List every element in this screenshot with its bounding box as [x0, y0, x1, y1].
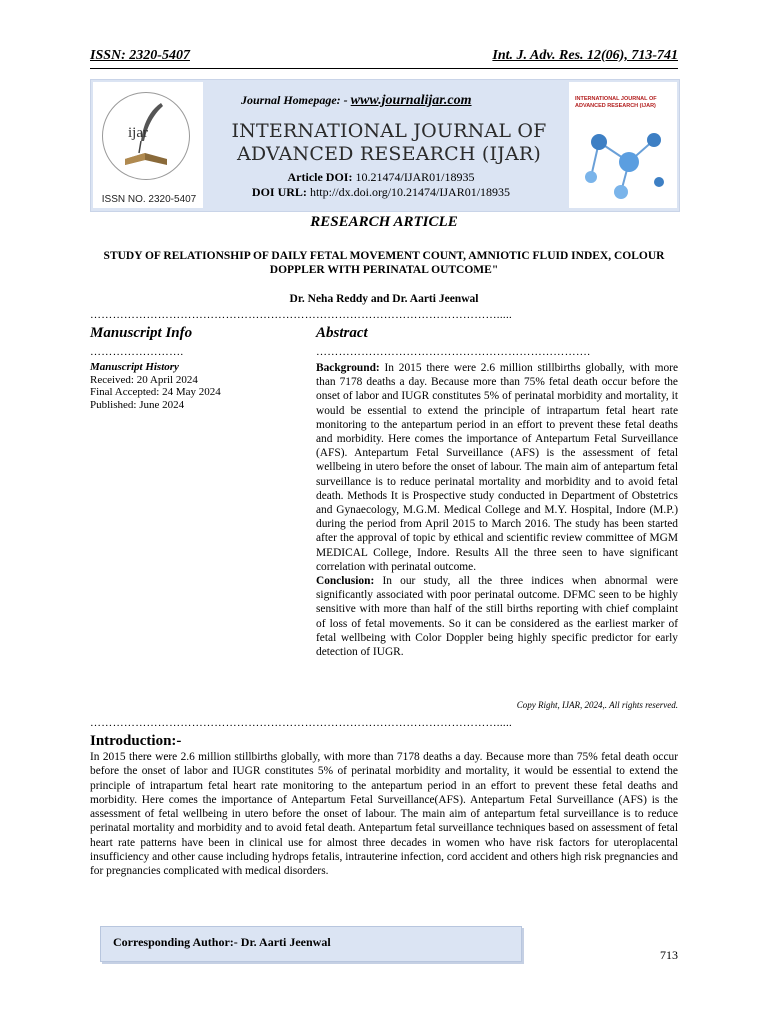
corresponding-author-box: [100, 926, 522, 962]
journal-banner: [90, 79, 680, 212]
abstract-body: [316, 361, 678, 659]
journal-title: [209, 120, 569, 166]
separator-line: ……………………………………………………………………………………………….....: [90, 309, 513, 321]
introduction-heading: Introduction:-: [90, 733, 182, 749]
doi-url-link[interactable]: http://dx.doi.org/10.21474/IJAR01/18935: [306, 185, 511, 199]
accepted-date: Final Accepted: 24 May 2024: [90, 386, 221, 398]
journal-title-line2: ADVANCED RESEARCH (IJAR): [236, 143, 542, 165]
conclusion-label: Conclusion:: [316, 575, 375, 588]
article-title: STUDY OF RELATIONSHIP OF DAILY FETAL MOVEMENT COUNT, AMNIOTIC FLUID INDEX, COLOUR DOPPLER WITH PERINATAL OUTCOME": [103, 250, 665, 276]
corresponding-author: Corresponding Author:- Dr. Aarti Jeenwal: [113, 935, 331, 949]
background-label: Background:: [316, 362, 380, 374]
doi-label: Article DOI:: [287, 170, 353, 184]
journal-homepage: [241, 93, 541, 109]
received-date: Received: 20 April 2024: [90, 373, 198, 386]
separator-line-2: ……………………………………………………………………………………………….....: [90, 717, 513, 729]
page-number: 713: [660, 948, 678, 962]
copyright-notice: Copy Right, IJAR, 2024,. All rights reserved.: [516, 700, 678, 710]
published-date: Published: June 2024: [90, 398, 185, 411]
logo-text: ijar: [128, 125, 148, 141]
article-type: RESEARCH ARTICLE: [310, 214, 458, 230]
journal-reference: Int. J. Adv. Res. 12(06), 713-741: [492, 48, 678, 63]
running-header: [90, 46, 678, 69]
homepage-link[interactable]: www.journalijar.com: [350, 93, 472, 108]
abstract-dots: ……………………………………………………………….: [316, 346, 591, 358]
journal-cover-image: [569, 82, 677, 208]
ijar-logo: [93, 82, 203, 208]
conclusion-text: In our study, all the three indices when abnormal were significantly associated with poor perinatal outcome. DFMC seen to be highly sensitive with more than half of the still births reporting with chief complaint of loss of fetal movements. So it can be considered as the earliest marker of fetal wellbeing with Color Doppler being highly specific predictor for early detection of IUGR.: [316, 575, 678, 659]
manuscript-info-heading: Manuscript Info: [90, 325, 193, 341]
homepage-label: Journal Homepage: -: [241, 93, 351, 107]
doi-value: 10.21474/IJAR01/18935: [352, 170, 475, 184]
doi-url-label: DOI URL:: [251, 185, 307, 199]
logo-emblem: [102, 92, 190, 180]
journal-title-line1: INTERNATIONAL JOURNAL OF: [231, 120, 547, 142]
background-text: In 2015 there were 2.6 million stillbirths globally, with more than 7178 deaths a day. Because more than 75% fetal death occur before the onset of labor and IUGR constitutes 5% of perinatal morbidity and mortality, it would be essential to extend the principle of intrapartum fetal heart rate monitoring to the antepartum period in an effort to prevent these fetal deaths and morbidity. Here comes the importance of Antepartum Fetal Surveillance (AFS). Antepartum Fetal Surveillance (AFS) is the assessment of fetal wellbeing in utero before the onset of labour. The main aim of antepartum fetal surveillance is to reduce perinatal mortality and morbidity and to avoid fetal death. Methods It is Prospective study conducted in Department of Obstetrics and Gynaecology, M.G.M. Medical College and M.Y. Hospital, Indore (M.P.) during the period from April 2015 to March 2016. The study has been started after the approval of topic by ethical and scientific review committee of MGM MEDICAL College, Indore. Results All the three seen to have significant correlation with perinatal outcome.: [316, 362, 678, 573]
article-authors: Dr. Neha Reddy and Dr. Aarti Jeenwal: [289, 293, 479, 305]
logo-issn: ISSN NO. 2320-5407: [101, 194, 197, 205]
cover-title: INTERNATIONAL JOURNAL OF ADVANCED RESEARCH (IJAR): [575, 96, 657, 109]
doi-block: [211, 170, 551, 200]
introduction-text: In 2015 there were 2.6 million stillbirths globally, with more than 7178 deaths a day. Because more than 75% fetal death occur before the onset of labor and IUGR constitutes 5% of perinatal morbidity and mortality, it would be essential to extend the principle of intrapartum fetal heart rate monitoring to the antepartum period in an effort to prevent these fetal deaths and morbidity. Here comes the importance of Antepartum Fetal Surveillance(AFS). Antepartum Fetal Surveillance (AFS) is the assessment of fetal wellbeing in utero before the onset of labour. The main aim of antepartum fetal surveillance is to reduce perinatal mortality and morbidity and to avoid fetal death. Antepartum fetal surveillance techniques based on assessment of fetal heart rate patterns have been in clinical use for almost three decades in women who have risk factors for uteroplacental insufficiency and other cause including hydrops fetalis, intrauterine infection, cord accident and others high risk pregnancies and for pregnancies complicated with medical disorders.: [90, 751, 678, 878]
issn-label: ISSN: 2320-5407: [90, 48, 190, 63]
history-label: Manuscript History: [90, 361, 179, 373]
abstract-heading: Abstract: [316, 325, 368, 341]
manuscript-history: [90, 361, 300, 411]
molecule-icon: [569, 82, 677, 208]
manuscript-dots: …………………….: [90, 346, 184, 358]
